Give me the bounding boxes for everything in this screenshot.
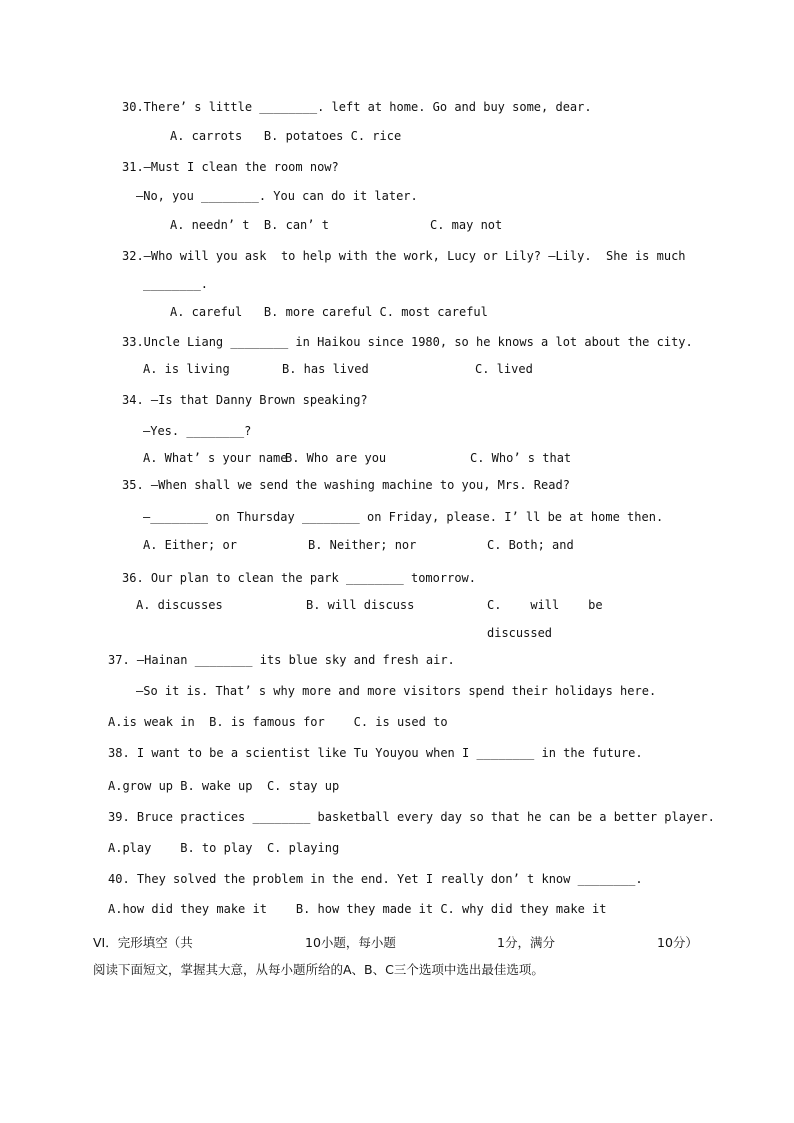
question-32-options: A. careful B. more careful C. most careful xyxy=(170,305,488,319)
question-35-stem: 35. —When shall we send the washing machine to you, Mrs. Read? xyxy=(122,478,570,492)
question-36-option-a: A. discusses xyxy=(136,598,223,612)
question-36-stem: 36. Our plan to clean the park ________ tomorrow. xyxy=(122,571,477,585)
question-40-options: A.how did they make it B. how they made it C. why did they make it xyxy=(108,902,607,916)
question-35-option-c: C. Both; and xyxy=(487,538,574,552)
question-37-reply: —So it is. That’ s why more and more visitors spend their holidays here. xyxy=(136,684,657,698)
question-30-stem: 30.There’ s little ________. left at home. Go and buy some, dear. xyxy=(122,100,592,114)
question-31-stem: 31.—Must I clean the room now? xyxy=(122,160,339,174)
question-39-stem: 39. Bruce practices ________ basketball every day so that he can be a better player. xyxy=(108,810,715,824)
question-34-option-b: B. Who are you xyxy=(285,451,387,465)
question-33-stem: 33.Uncle Liang ________ in Haikou since 1980, so he knows a lot about the city. xyxy=(122,335,693,349)
question-36-option-c: C. will be xyxy=(487,598,603,612)
question-38-stem: 38. I want to be a scientist like Tu Youyou when I ________ in the future. xyxy=(108,746,643,760)
question-36-option-c-cont: discussed xyxy=(487,626,553,640)
question-36-option-b: B. will discuss xyxy=(306,598,415,612)
section-heading-part-1: VI．完形填空（共 xyxy=(93,935,193,950)
question-30-options: A. carrots B. potatoes C. rice xyxy=(170,129,402,143)
section-heading-part-4: 10分） xyxy=(657,935,698,950)
question-39-options: A.play B. to play C. playing xyxy=(108,841,340,855)
question-31-option-c: C. may not xyxy=(430,218,503,232)
question-37-stem: 37. —Hainan ________ its blue sky and fresh air. xyxy=(108,653,455,667)
question-34-option-a: A. What’ s your name xyxy=(143,451,288,465)
question-35-option-a: A. Either; or xyxy=(143,538,237,552)
question-34-option-c: C. Who’ s that xyxy=(470,451,572,465)
section-heading-part-2: 10小题，每小题 xyxy=(305,935,396,950)
question-32-stem-cont: ________. xyxy=(143,277,209,291)
question-32-stem: 32.—Who will you ask to help with the work, Lucy or Lily? —Lily. She is much xyxy=(122,249,686,263)
question-31-reply: —No, you ________. You can do it later. xyxy=(136,189,418,203)
question-35-option-b: B. Neither; nor xyxy=(308,538,417,552)
question-33-option-c: C. lived xyxy=(475,362,533,376)
question-31-options-ab: A. needn’ t B. can’ t xyxy=(170,218,329,232)
question-33-option-b: B. has lived xyxy=(282,362,369,376)
section-instruction: 阅读下面短文，掌握其大意，从每小题所给的A、B、C三个选项中选出最佳选项。 xyxy=(93,962,544,977)
question-34-stem: 34. —Is that Danny Brown speaking? xyxy=(122,393,368,407)
section-heading-part-3: 1分，满分 xyxy=(497,935,555,950)
question-38-options: A.grow up B. wake up C. stay up xyxy=(108,779,340,793)
question-35-reply: —________ on Thursday ________ on Friday, please. I’ ll be at home then. xyxy=(143,510,664,524)
question-37-options: A.is weak in B. is famous for C. is used to xyxy=(108,715,448,729)
question-33-option-a: A. is living xyxy=(143,362,230,376)
question-34-reply: —Yes. ________? xyxy=(143,424,252,438)
question-40-stem: 40. They solved the problem in the end. Yet I really don’ t know ________. xyxy=(108,872,643,886)
